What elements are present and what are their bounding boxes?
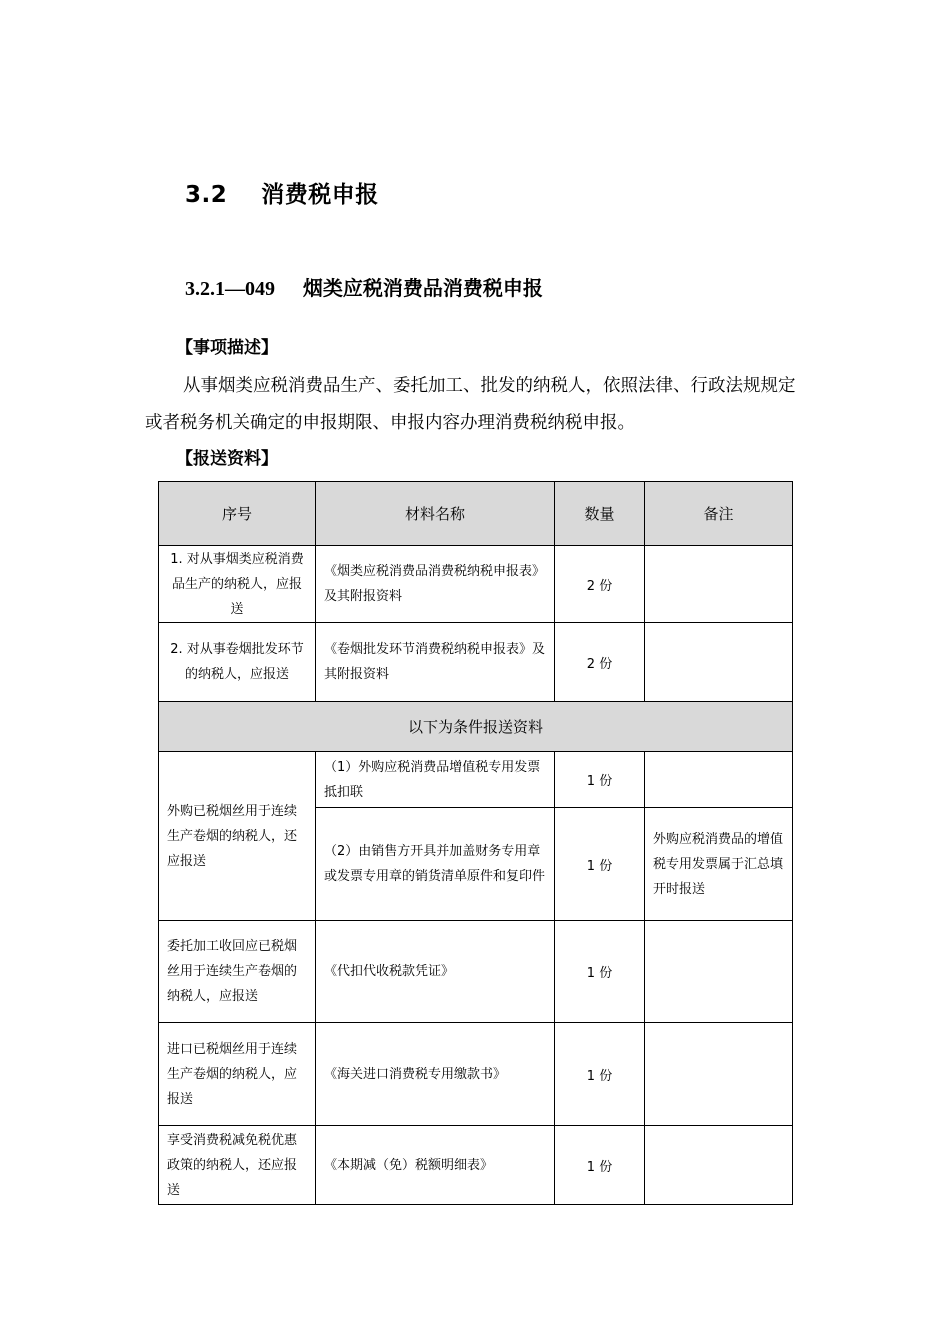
section-number: 3.2	[185, 182, 228, 208]
table-row	[159, 1126, 793, 1205]
table-row	[159, 752, 793, 808]
cell-note	[645, 623, 793, 702]
cell-name: 《本期减（免）税额明细表》	[316, 1126, 555, 1205]
cell-qty: 1 份	[555, 1023, 645, 1126]
section-heading	[185, 176, 379, 209]
cell-condition: 外购已税烟丝用于连续生产卷烟的纳税人，还应报送	[159, 752, 316, 921]
description-paragraph: 从事烟类应税消费品生产、委托加工、批发的纳税人，依照法律、行政法规规定或者税务机关确定的申报期限、申报内容办理消费税纳税申报。	[145, 376, 796, 433]
cell-note	[645, 752, 793, 808]
cell-note	[645, 921, 793, 1023]
cell-note	[645, 546, 793, 623]
cell-seq: 2. 对从事卷烟批发环节的纳税人，应报送	[159, 623, 316, 702]
cell-seq: 1. 对从事烟类应税消费品生产的纳税人，应报送	[159, 546, 316, 623]
cell-condition: 享受消费税减免税优惠政策的纳税人，还应报送	[159, 1126, 316, 1205]
cell-name: 《海关进口消费税专用缴款书》	[316, 1023, 555, 1126]
cell-condition: 委托加工收回应已税烟丝用于连续生产卷烟的纳税人，应报送	[159, 921, 316, 1023]
header-seq: 序号	[159, 482, 316, 546]
cell-condition: 进口已税烟丝用于连续生产卷烟的纳税人，应报送	[159, 1023, 316, 1126]
cell-qty: 1 份	[555, 752, 645, 808]
table-row	[159, 623, 793, 702]
cell-name: （1）外购应税消费品增值税专用发票抵扣联	[316, 752, 555, 808]
cell-note	[645, 1023, 793, 1126]
table-header-row	[159, 482, 793, 546]
subsection-title: 烟类应税消费品消费税申报	[302, 276, 543, 300]
materials-label: 【报送资料】	[176, 449, 278, 469]
table-row	[159, 546, 793, 623]
subsection-number: 3.2.1—049	[185, 278, 275, 300]
header-name: 材料名称	[316, 482, 555, 546]
table-row	[159, 921, 793, 1023]
cell-name: 《烟类应税消费品消费税纳税申报表》及其附报资料	[316, 546, 555, 623]
cell-name: 《代扣代收税款凭证》	[316, 921, 555, 1023]
table-row	[159, 1023, 793, 1126]
section-title: 消费税申报	[261, 182, 379, 208]
cell-qty: 1 份	[555, 808, 645, 921]
cell-qty: 2 份	[555, 546, 645, 623]
cell-qty: 1 份	[555, 1126, 645, 1205]
subsection-heading	[185, 272, 543, 301]
section-title-cell: 以下为条件报送资料	[159, 702, 793, 752]
cell-qty: 2 份	[555, 623, 645, 702]
header-note: 备注	[645, 482, 793, 546]
section-row	[159, 702, 793, 752]
cell-name: 《卷烟批发环节消费税纳税申报表》及其附报资料	[316, 623, 555, 702]
header-qty: 数量	[555, 482, 645, 546]
cell-note	[645, 1126, 793, 1205]
cell-name: （2）由销售方开具并加盖财务专用章或发票专用章的销货清单原件和复印件	[316, 808, 555, 921]
cell-qty: 1 份	[555, 921, 645, 1023]
cell-note: 外购应税消费品的增值税专用发票属于汇总填开时报送	[645, 808, 793, 921]
description-label: 【事项描述】	[176, 338, 278, 358]
materials-table	[158, 481, 793, 1205]
